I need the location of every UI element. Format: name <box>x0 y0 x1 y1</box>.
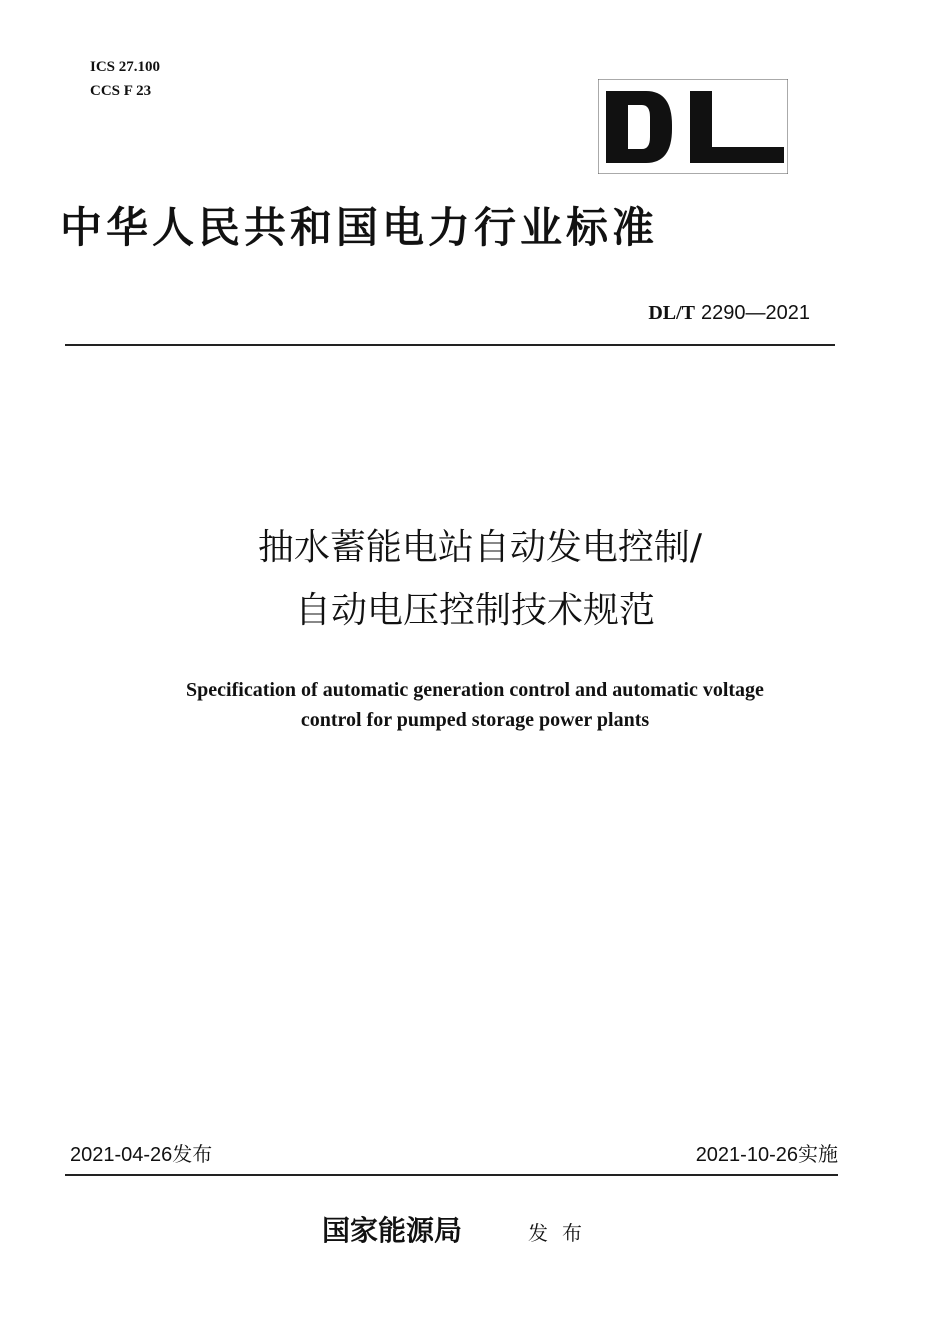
publisher-name: 国家能源局 <box>322 1214 463 1247</box>
title-cn-line2: 自动电压控制技术规范 <box>294 590 655 631</box>
title-en-line1: Specification of automatic generation control and automatic voltage <box>186 679 764 701</box>
ics-code: ICS 27.100 <box>90 59 161 75</box>
top-divider <box>65 344 835 346</box>
standard-number-prefix: DL/T <box>648 302 696 324</box>
standard-number <box>648 300 810 326</box>
bottom-divider <box>65 1174 838 1176</box>
publish-label: 发布 <box>528 1221 596 1245</box>
ccs-code: CCS F 23 <box>90 83 152 99</box>
dl-logo <box>598 79 788 174</box>
organization-title: 中华人民共和国电力行业标准 <box>60 203 659 252</box>
issue-date: 2021-04-26发布 <box>70 1144 213 1166</box>
title-cn-line1: 抽水蓄能电站自动发电控制/ <box>257 527 703 568</box>
effective-date: 2021-10-26实施 <box>695 1144 838 1166</box>
title-en-line2: control for pumped storage power plants <box>300 709 650 731</box>
standard-number-value: 2290—2021 <box>701 302 810 324</box>
